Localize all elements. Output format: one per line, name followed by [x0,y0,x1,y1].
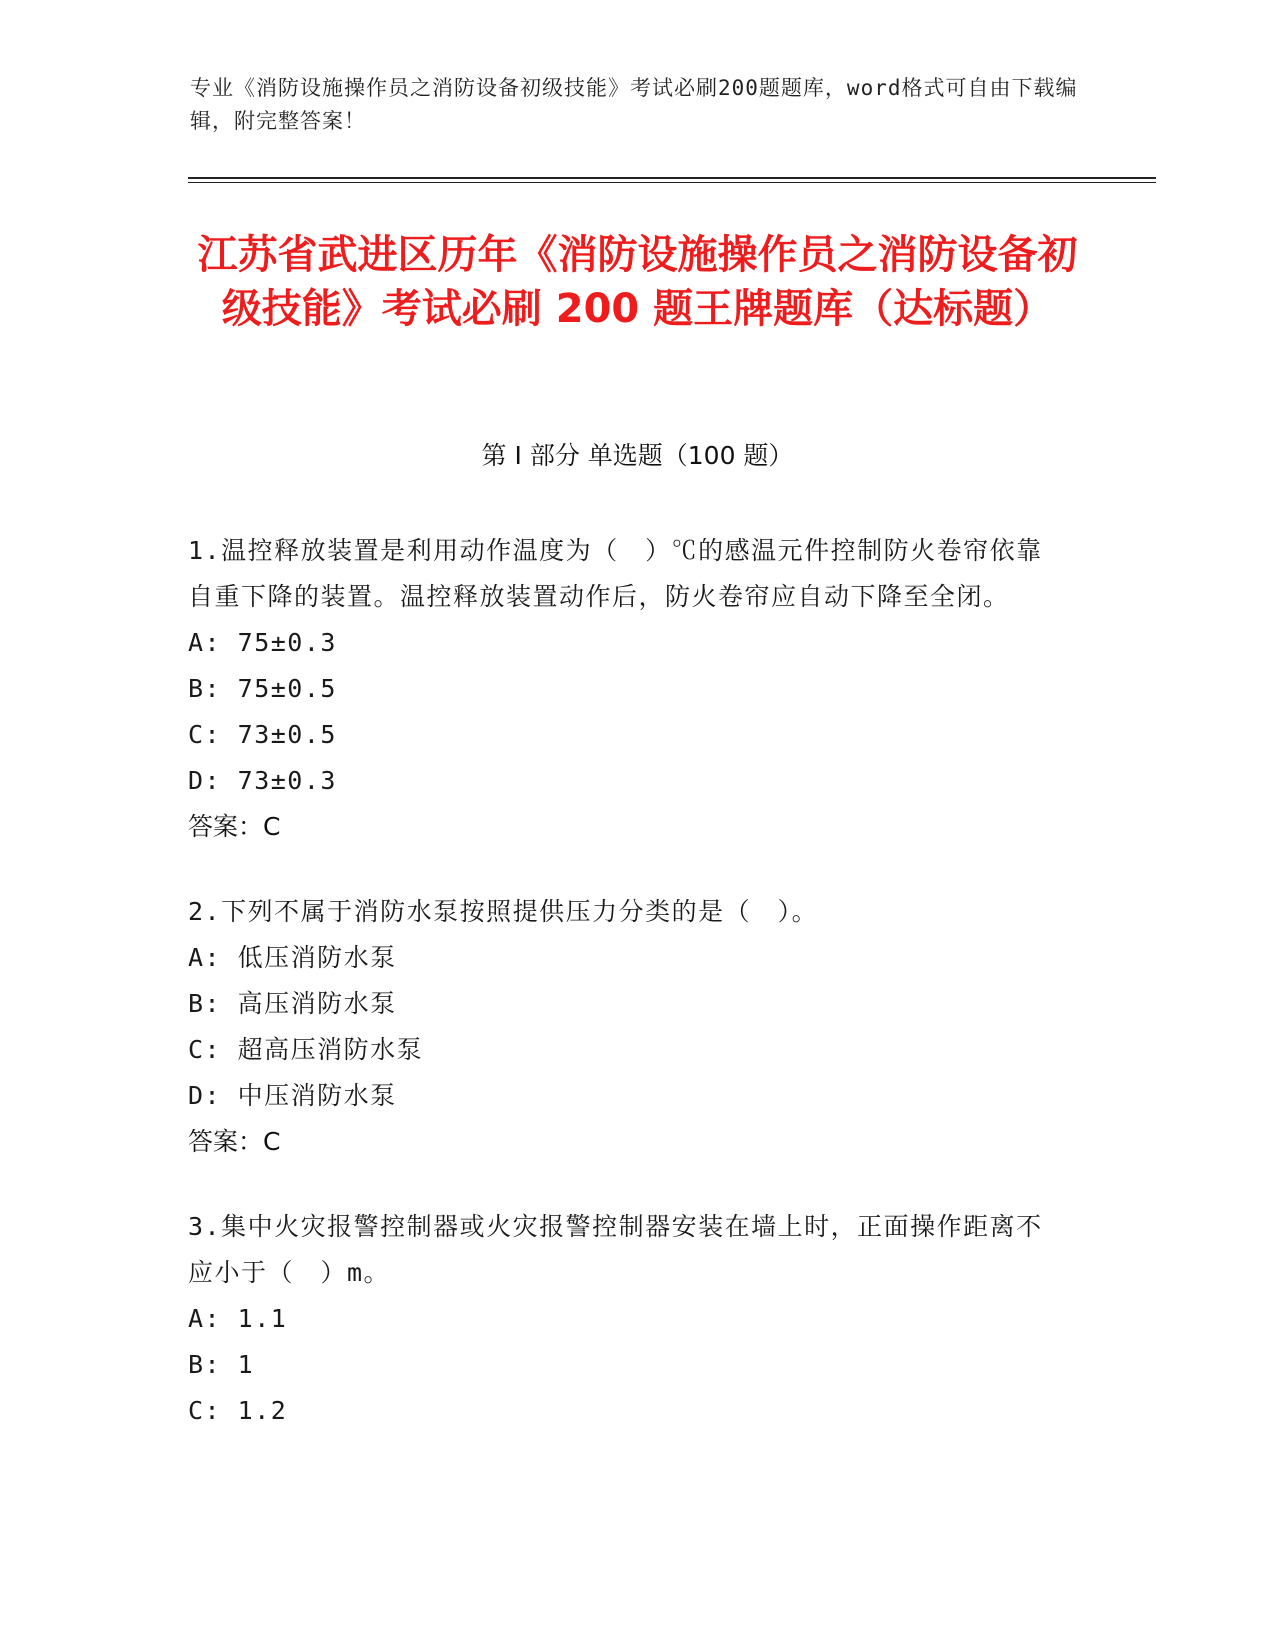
section-heading: 第 I 部分 单选题（100 题） [481,441,794,470]
option-c: C: 超高压消防水泵 [188,1035,424,1064]
option-d: D: 73±0.3 [188,766,337,795]
option-b: B: 1 [188,1350,255,1379]
answer-label: 答案：C [188,1127,281,1156]
option-c: C: 1.2 [188,1396,288,1425]
option-d: D: 中压消防水泵 [188,1081,397,1110]
question-list [188,528,1068,1473]
question-stem: 1.温控释放装置是利用动作温度为（ ）℃的感温元件控制防火卷帘依靠自重下降的装置。温控释放装置动作后，防火卷帘应自动下降至全闭。 [188,536,1043,611]
option-a: A: 低压消防水泵 [188,943,397,972]
question-item [188,1204,1068,1434]
header-divider-thin [188,182,1156,183]
option-a: A: 75±0.3 [188,628,337,657]
question-stem: 2.下列不属于消防水泵按照提供压力分类的是（ ）。 [188,897,819,926]
question-stem: 3.集中火灾报警控制器或火灾报警控制器安装在墙上时，正面操作距离不应小于（ ）m。 [188,1212,1043,1287]
option-c: C: 73±0.5 [188,720,337,749]
header-divider-thick [188,177,1156,179]
document-title: 江苏省武进区历年《消防设施操作员之消防设备初级技能》考试必刷 200 题王牌题库（达标题） [197,232,1078,332]
header-note: 专业《消防设施操作员之消防设备初级技能》考试必刷200题题库，word格式可自由下载编辑，附完整答案！ [190,76,1078,133]
option-b: B: 高压消防水泵 [188,989,397,1018]
option-a: A: 1.1 [188,1304,288,1333]
option-b: B: 75±0.5 [188,674,337,703]
question-item [188,528,1068,850]
question-item [188,889,1068,1165]
answer-label: 答案：C [188,812,281,841]
